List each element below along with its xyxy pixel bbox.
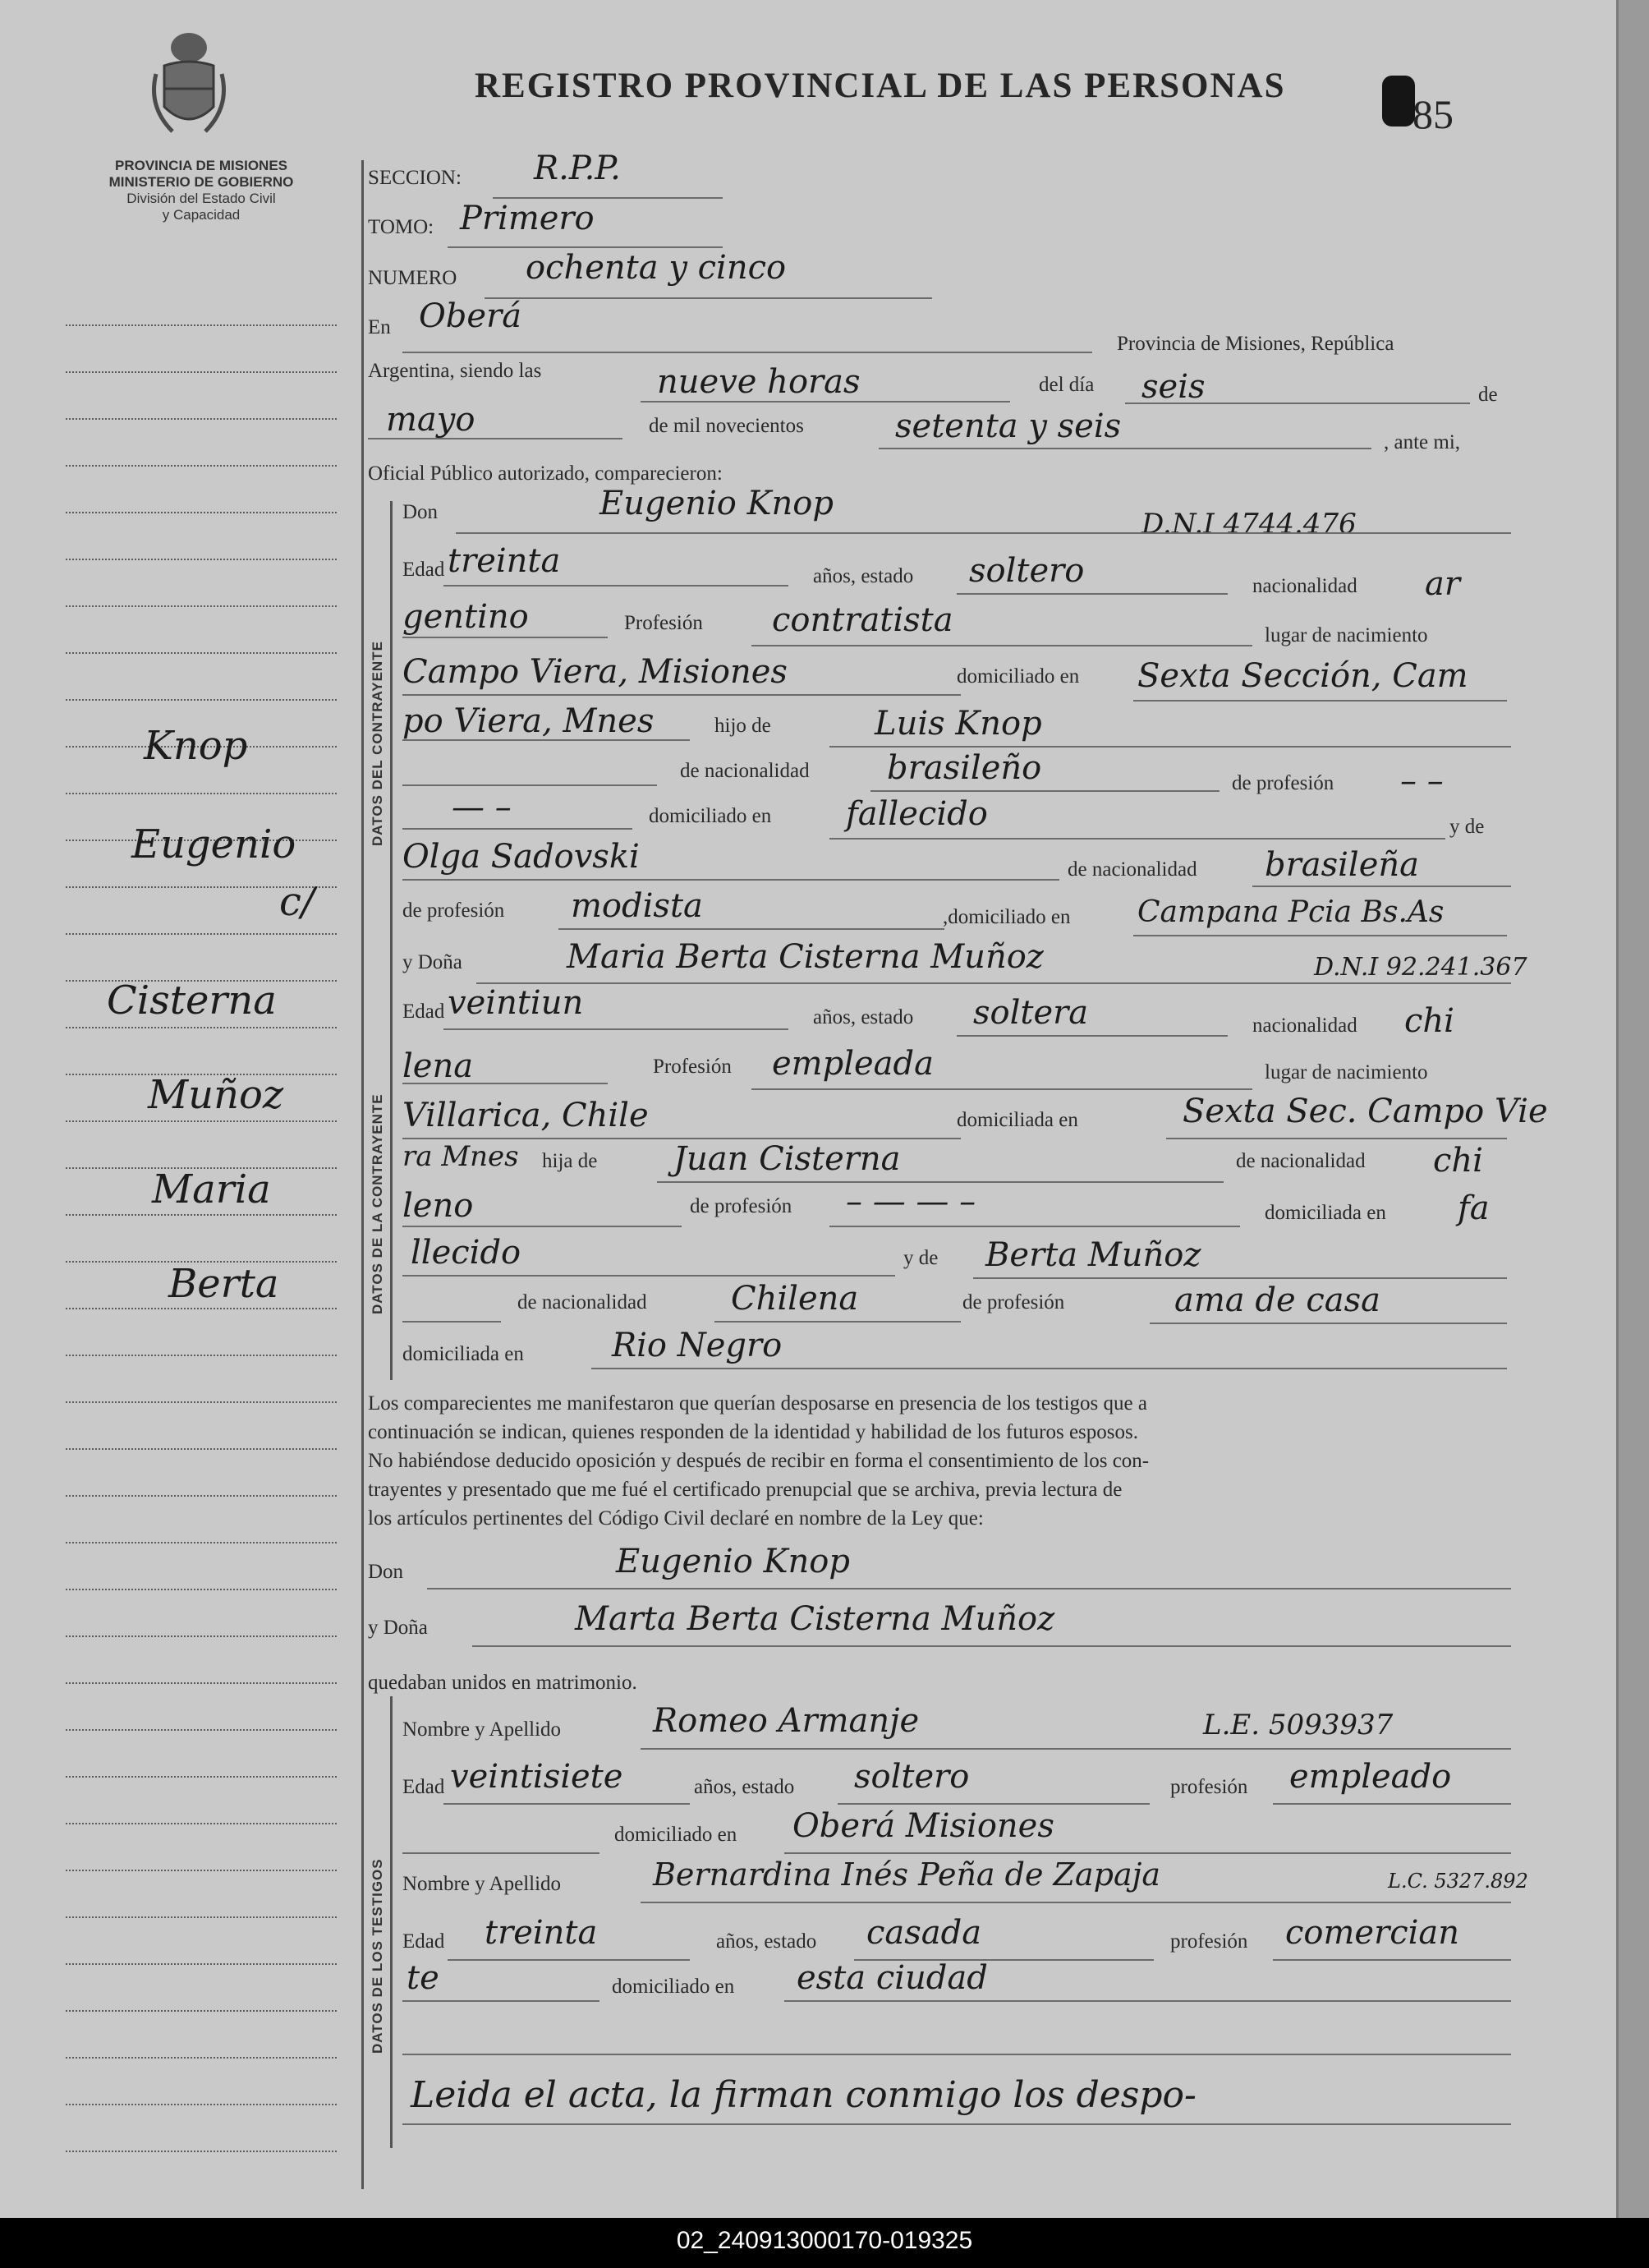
groom-nacionalidad-label: nacionalidad	[1252, 575, 1357, 597]
bride-name: Maria Berta Cisterna Muñoz	[567, 938, 1044, 976]
witness1-age: veintisiete	[450, 1758, 623, 1796]
de-label: de	[1478, 384, 1498, 406]
tomo-value: Primero	[460, 200, 595, 237]
bride-mother-prof-label: de profesión	[962, 1291, 1065, 1313]
witness1-prof-label: profesión	[1170, 1776, 1248, 1798]
groom-dni: D.N.I 4744.476	[1141, 508, 1357, 541]
margin-ruled-line	[66, 1214, 337, 1216]
bride-nacionalidad-label: nacionalidad	[1252, 1014, 1357, 1037]
witness1-domicilio: Oberá Misiones	[792, 1807, 1054, 1845]
margin-ruled-line	[66, 324, 337, 326]
groom-father-prof-label: de profesión	[1232, 772, 1334, 794]
bride-nacionalidad-a: chi	[1404, 1002, 1454, 1040]
margin-bride-surname-1: Cisterna	[107, 978, 277, 1024]
bride-dni: D.N.I 92.241.367	[1314, 953, 1527, 982]
margin-ruled-line	[66, 1495, 337, 1497]
witnesses-bracket	[390, 1696, 393, 2148]
margin-ruled-line	[66, 1963, 337, 1965]
bride-father-dom-label: domiciliada en	[1265, 1202, 1386, 1224]
margin-surname: Knop	[144, 723, 248, 769]
oficial-text: Oficial Público autorizado, comparecieron:	[368, 462, 723, 485]
bride-profesion: empleada	[772, 1045, 934, 1083]
witness2-anos-label: años, estado	[716, 1930, 817, 1953]
bride-mother-nacionalidad: Chilena	[731, 1280, 859, 1318]
quedaban-text: quedaban unidos en matrimonio.	[368, 1672, 637, 1694]
bride-side-label: DATOS DE LA CONTRAYENTE	[370, 1093, 385, 1314]
book-spine	[1616, 0, 1649, 2218]
bride-age: veintiun	[448, 984, 584, 1022]
margin-ruled-line	[66, 1823, 337, 1824]
bride-lugar-nac-label: lugar de nacimiento	[1265, 1061, 1428, 1083]
margin-ruled-line	[66, 418, 337, 420]
margin-ruled-line	[66, 2104, 337, 2105]
bride-mother-domicilio: Rio Negro	[612, 1327, 783, 1364]
groom-bracket	[390, 501, 393, 945]
groom-lugar-nac-label: lugar de nacimiento	[1265, 624, 1428, 646]
left-header-line4: y Capacidad	[162, 207, 241, 223]
bride-edad-label: Edad	[402, 1001, 445, 1023]
de-mil-label: de mil novecientos	[649, 415, 804, 437]
witness2-domicilio: esta ciudad	[797, 1959, 988, 1997]
margin-ruled-line	[66, 652, 337, 654]
groom-father-profesion-b: — –	[452, 789, 512, 826]
groom-lugar-nac: Campo Viera, Misiones	[402, 653, 788, 691]
witness2-doc: L.C. 5327.892	[1388, 1870, 1528, 1893]
groom-mother-nac-label: de nacionalidad	[1068, 858, 1197, 881]
bride-estado: soltera	[973, 994, 1089, 1032]
margin-ruled-line	[66, 1589, 337, 1590]
bride-hija-de-label: hija de	[542, 1150, 598, 1172]
margin-given-name: Eugenio	[131, 821, 296, 867]
groom-edad-label: Edad	[402, 559, 445, 581]
bride-anos-estado-label: años, estado	[813, 1006, 914, 1028]
groom-mother-dom-label: ,domiciliado en	[943, 906, 1071, 928]
margin-ruled-line	[66, 2010, 337, 2012]
argentina-text: Argentina, siendo las	[368, 360, 542, 382]
bride-father-domicilio-b: llecido	[411, 1234, 521, 1272]
bride-profesion-label: Profesión	[653, 1056, 732, 1078]
dia-value: seis	[1141, 368, 1206, 406]
bride-mother-dom-label: domiciliada en	[402, 1343, 524, 1365]
left-header-line2: MINISTERIO DE GOBIERNO	[108, 174, 294, 190]
declaration-line-5: los artículos pertinentes del Código Civil declaré en nombre de la Ley que:	[368, 1507, 984, 1530]
declared-groom: Eugenio Knop	[616, 1543, 850, 1580]
bride-father-nacionalidad-b: leno	[402, 1187, 474, 1225]
groom-domiciliado-label: domiciliado en	[957, 665, 1080, 688]
groom-domicilio-b: po Viera, Mnes	[402, 702, 655, 740]
numero-value: ochenta y cinco	[526, 249, 787, 287]
witness2-edad-label: Edad	[402, 1930, 445, 1953]
bride-father-prof-label: de profesión	[690, 1195, 792, 1217]
ink-blot	[1382, 76, 1415, 127]
witness2-age: treinta	[485, 1914, 598, 1952]
bride-father-domicilio-a: fa	[1458, 1189, 1490, 1227]
groom-domicilio-a: Sexta Sección, Cam	[1137, 657, 1468, 695]
column-divider	[361, 160, 364, 2189]
bride-father-nacionalidad-a: chi	[1433, 1142, 1483, 1180]
bride-mother-profesion: ama de casa	[1174, 1281, 1380, 1319]
groom-father-profesion-a: – –	[1400, 762, 1444, 800]
bride-bracket	[390, 945, 393, 1380]
groom-father-nacionalidad: brasileño	[887, 749, 1042, 787]
margin-ruled-line	[66, 2151, 337, 2152]
groom-father-nac-label: de nacionalidad	[680, 760, 810, 782]
margin-ruled-line	[66, 1308, 337, 1309]
bride-domiciliada-label: domiciliada en	[957, 1109, 1078, 1131]
margin-ruled-line	[66, 1870, 337, 1871]
coat-of-arms-emblem	[148, 25, 230, 148]
margin-ruled-line	[66, 793, 337, 794]
declaration-line-3: No habiéndose deducido oposición y después de recibir en forma el consentimiento de los con-	[368, 1450, 1150, 1472]
witness1-anos-label: años, estado	[694, 1776, 795, 1798]
witness1-name: Romeo Armanje	[653, 1702, 920, 1740]
groom-profesion: contratista	[772, 601, 953, 639]
provincia-text: Provincia de Misiones, República	[1117, 333, 1394, 355]
witness2-nombre-label: Nombre y Apellido	[402, 1873, 562, 1895]
image-id-label: 02_240913000170-019325	[676, 2227, 973, 2254]
bride-domicilio-b: ra Mnes	[402, 1140, 519, 1173]
bride-father: Juan Cisterna	[673, 1140, 901, 1178]
bride-father-profesion: – — — –	[846, 1183, 976, 1221]
bride-y-de-label: y de	[903, 1247, 939, 1269]
groom-father: Luis Knop	[875, 705, 1042, 743]
bride-mother-nac-label: de nacionalidad	[517, 1291, 647, 1313]
groom-mother: Olga Sadovski	[402, 838, 640, 876]
groom-anos-estado-label: años, estado	[813, 565, 914, 587]
witness2-name: Bernardina Inés Peña de Zapaja	[653, 1856, 1161, 1893]
groom-name: Eugenio Knop	[599, 485, 834, 522]
groom-father-dom-label: domiciliado en	[649, 805, 772, 827]
bride-nacionalidad-b: lena	[402, 1047, 474, 1085]
anio-value: setenta y seis	[895, 407, 1122, 445]
groom-profesion-label: Profesión	[624, 612, 703, 634]
groom-nacionalidad-a: ar	[1425, 565, 1460, 603]
margin-ruled-line	[66, 605, 337, 607]
margin-ruled-line	[66, 1729, 337, 1731]
bride-mother: Berta Muñoz	[985, 1236, 1201, 1274]
witness1-profesion: empleado	[1289, 1758, 1452, 1796]
declaration-line-1: Los comparecientes me manifestaron que querían desposarse en presencia de los testigos que a	[368, 1392, 1147, 1415]
declaration-line-4: trayentes y presentado que me fué el certificado prenupcial que se archiva, previa lectura de	[368, 1479, 1123, 1501]
margin-ruled-line	[66, 1916, 337, 1918]
margin-bride-surname-2: Muñoz	[148, 1072, 284, 1118]
witness1-doc: L.E. 5093937	[1203, 1709, 1394, 1741]
margin-ruled-line	[66, 2057, 337, 2059]
bride-domicilio-a: Sexta Sec. Campo Vie	[1183, 1093, 1548, 1130]
witness1-nombre-label: Nombre y Apellido	[402, 1718, 562, 1741]
margin-ruled-line	[66, 1542, 337, 1543]
groom-nacionalidad-b: gentino	[402, 598, 529, 636]
groom-hijo-de-label: hijo de	[714, 715, 771, 737]
margin-ruled-line	[66, 371, 337, 373]
margin-ruled-line	[66, 512, 337, 513]
page-title: REGISTRO PROVINCIAL DE LAS PERSONAS	[475, 67, 1286, 105]
margin-ruled-line	[66, 1776, 337, 1778]
tomo-label: TOMO:	[368, 216, 434, 238]
margin-ruled-line	[66, 699, 337, 701]
witness2-profesion-b: te	[407, 1959, 439, 1997]
witness2-estado: casada	[866, 1914, 982, 1952]
groom-side-label: DATOS DEL CONTRAYENTE	[370, 641, 385, 846]
left-header-line1: PROVINCIA DE MISIONES	[114, 158, 287, 173]
margin-ruled-line	[66, 1682, 337, 1684]
margin-ruled-line	[66, 1355, 337, 1356]
groom-estado: soltero	[969, 552, 1085, 590]
bride-lugar-nac: Villarica, Chile	[402, 1097, 649, 1134]
seccion-value: R.P.P.	[534, 150, 621, 187]
seccion-label: SECCION:	[368, 167, 462, 189]
margin-ruled-line	[66, 1027, 337, 1028]
closing-text: Leida el acta, la firman conmigo los despo-	[411, 2074, 1197, 2116]
margin-ruled-line	[66, 559, 337, 560]
ante-mi-text: , ante mi,	[1384, 431, 1461, 453]
declared-don-label: Don	[368, 1561, 404, 1583]
declaration-line-2: continuación se indican, quienes responden de la identidad y habilidad de los futuros esposos.	[368, 1421, 1138, 1443]
en-value: Oberá	[419, 297, 522, 335]
en-label: En	[368, 316, 391, 338]
groom-don-label: Don	[402, 501, 439, 523]
witness1-dom-label: domiciliado en	[614, 1824, 737, 1846]
left-header-block	[66, 158, 337, 223]
groom-age: treinta	[448, 542, 561, 580]
page-number: 85	[1412, 91, 1454, 137]
witness2-profesion-a: comercian	[1285, 1914, 1460, 1952]
groom-mother-prof-label: de profesión	[402, 899, 505, 922]
margin-ruled-line	[66, 465, 337, 467]
margin-ruled-line	[66, 1448, 337, 1450]
margin-ruled-line	[66, 1401, 337, 1403]
bride-father-nac-label: de nacionalidad	[1236, 1150, 1366, 1172]
margin-bride-name-1: Maria	[152, 1166, 271, 1212]
groom-mother-domicilio: Campana Pcia Bs.As	[1137, 895, 1445, 929]
witnesses-side-label: DATOS DE LOS TESTIGOS	[370, 1858, 385, 2054]
margin-ruled-line	[66, 1120, 337, 1122]
groom-y-de-label: y de	[1449, 816, 1485, 838]
margin-ruled-line	[66, 933, 337, 935]
hora-value: nueve horas	[657, 363, 861, 401]
groom-mother-profesion: modista	[571, 887, 703, 925]
margin-ruled-line	[66, 1635, 337, 1637]
groom-father-domicilio: fallecido	[846, 795, 988, 833]
witness1-edad-label: Edad	[402, 1776, 445, 1798]
witness1-estado: soltero	[854, 1758, 970, 1796]
declared-bride: Marta Berta Cisterna Muñoz	[575, 1600, 1055, 1638]
mes-value: mayo	[386, 401, 475, 439]
margin-connector: c/	[279, 879, 315, 925]
left-header-line3: División del Estado Civil	[126, 191, 276, 206]
bride-dona-label: y Doña	[402, 951, 462, 973]
margin-bride-name-2: Berta	[168, 1261, 279, 1307]
witness2-dom-label: domiciliado en	[612, 1976, 735, 1998]
witness2-prof-label: profesión	[1170, 1930, 1248, 1953]
groom-mother-nacionalidad: brasileña	[1265, 846, 1419, 884]
declared-dona-label: y Doña	[368, 1617, 428, 1639]
del-dia-label: del día	[1039, 374, 1095, 396]
numero-label: NUMERO	[368, 267, 457, 289]
